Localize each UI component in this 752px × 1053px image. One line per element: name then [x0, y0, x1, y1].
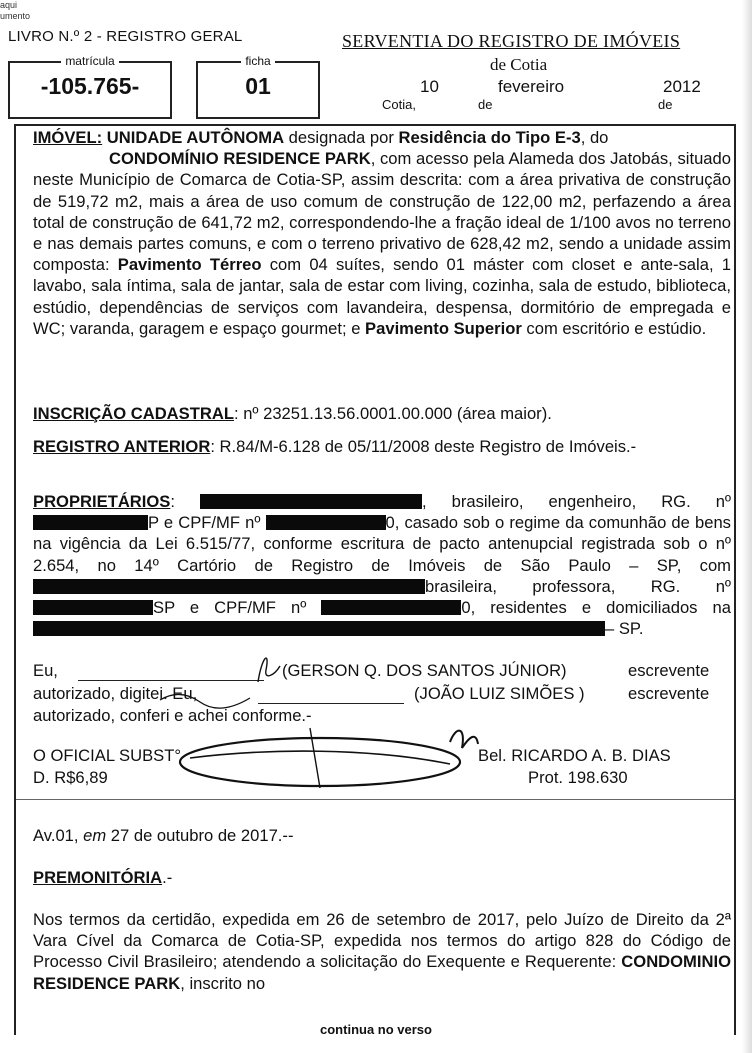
date-month: fevereiro: [498, 77, 565, 96]
premonitoria-paragraph: [33, 909, 731, 994]
final-text-2: , inscrito no: [180, 973, 266, 993]
imovel-pav-terreo: Pavimento Térreo: [117, 255, 262, 275]
imovel-text-5: com escritório e estúdio.: [521, 318, 707, 338]
imovel-text-3: , com acesso pela Alameda dos Jatobás, situado neste Município de Comarca de Cotia-SP, assim descrita: com a área privativa de construção de 519,72 m2, mais a área de uso comum de construção de 122,00 m2, perfazendo a área total de construção de 641,72 m2, correspondendo-lhe a fração ideal de 1/100 avos no terreno e nas demais partes comuns, e com o terreno privativo de 628,42 m2, sendo a unidade assim composta:: [33, 149, 731, 275]
premonitoria-heading: [33, 868, 172, 888]
escrevente-role-2: escrevente: [628, 684, 710, 703]
proprietarios-label: PROPRIETÁRIOS: [33, 492, 171, 511]
proprietarios-paragraph: PROPRIETÁRIOS: , brasileiro, engenheiro, RG. nº P e CPF/MF nº 0, casado sob o regime da comunhão de bens na vigência da Lei 6.515/77, conforme escritura de pacto antenupcial registrada sob o nº 2.654, no 14º Cartório de Registro de Imóveis de São Paulo – SP, com brasileira, professora, RG. nº SP e CPF/MF nº 0, residentes e domiciliados na – SP.: [33, 492, 731, 639]
matricula-label: matrícula: [61, 54, 118, 68]
final-text-1: Nos termos da certidão, expedida em 26 de setembro de 2017, pelo Juízo de Direito da 2ª Vara Cível da Comarca de Cotia-SP, expedida nos termos do artigo 828 do Código de Processo Civil Brasileiro; atendendo a solicitação do Exequente e Requerente:: [33, 910, 731, 972]
serventia-title: SERVENTIA DO REGISTRO DE IMÓVEIS: [342, 31, 681, 51]
livro-label: LIVRO N.º 2 - REGISTRO GERAL: [8, 28, 243, 45]
premonitoria-suffix: .-: [162, 868, 173, 887]
signature-line-1: [78, 680, 264, 681]
imovel-text-4: com 04 suítes, sendo 01 máster com closet e ante-sala, 1 lavabo, sala íntima, sala de jantar, sala de estar com living, cozinha, sala de estudo, biblioteca, estúdio, dependências de serviços com lavandeira, despensa, dormitório de empregada e WC; varanda, garagem e espaço gourmet; e: [33, 255, 731, 338]
final-condominio: CONDOMINIO RESIDENCE PARK: [33, 952, 731, 993]
edge-note-2: umento: [0, 11, 31, 21]
custas-value: D. R$6,89: [33, 768, 108, 787]
ficha-box: [196, 54, 320, 119]
page-edge-shadow: [742, 0, 752, 1053]
imovel-text-2: , do: [580, 128, 609, 147]
registro-anterior-paragraph: [33, 436, 731, 457]
escrevente-name-1: (GERSON Q. DOS SANTOS JÚNIOR): [282, 661, 567, 680]
ficha-value: 01: [245, 73, 271, 99]
redaction-name-1: [200, 494, 422, 509]
inscricao-label: INSCRIÇÃO CADASTRAL: [33, 404, 234, 423]
escrevente-line-2: autorizado, digitei. Eu,: [33, 684, 198, 703]
proprietarios-text-1: , brasileiro, engenheiro, RG. nº: [422, 492, 731, 511]
proprietarios-text-3: 0, casado sob o regime da comunhão de bens na vigência da Lei 6.515/77, conforme escritura de pacto antenupcial registrada sob o nº 2.654, no 14º Cartório de Registro de Imóveis de São Paulo – SP, com: [33, 513, 731, 575]
date-city-label: Cotia,: [382, 97, 416, 112]
continua-no-verso: continua no verso: [320, 1022, 432, 1037]
registro-anterior-text: : R.84/M-6.128 de 05/11/2008 deste Registro de Imóveis.-: [210, 437, 637, 456]
redaction-cpf-1: [266, 515, 386, 530]
edge-note-1: aqui: [0, 0, 18, 10]
averbacao-header: [33, 826, 293, 846]
redaction-cpf-2: [321, 600, 461, 615]
av01-date: 27 de outubro de 2017.--: [106, 826, 294, 845]
imovel-residencia: Residência do Tipo E-3: [398, 128, 581, 147]
av01-prefix: Av.01,: [33, 826, 84, 845]
oficial-name: Bel. RICARDO A. B. DIAS: [478, 746, 671, 765]
imovel-paragraph: [33, 127, 731, 339]
escrevente-name-2: (JOÃO LUIZ SIMÕES ): [414, 684, 585, 703]
proprietarios-text-2: P e CPF/MF nº: [148, 513, 261, 533]
proprietarios-text-5: SP e CPF/MF nº: [153, 598, 307, 618]
imovel-label: IMÓVEL:: [33, 128, 103, 147]
imovel-unidade: UNIDADE AUTÔNOMA: [106, 128, 285, 147]
section-divider: [16, 799, 734, 800]
redaction-name-2: [33, 579, 425, 594]
proprietarios-text-4: brasileira, professora, RG. nº: [425, 576, 731, 596]
imovel-condominio: CONDOMÍNIO RESIDENCE PARK: [109, 149, 371, 169]
inscricao-paragraph: [33, 403, 731, 424]
imovel-pav-superior: Pavimento Superior: [365, 318, 522, 338]
registro-anterior-label: REGISTRO ANTERIOR: [33, 437, 211, 456]
matricula-box: [8, 54, 172, 119]
matricula-value: -105.765-: [40, 73, 140, 99]
signature-line-2: [258, 703, 404, 704]
redaction-rg-1: [33, 515, 148, 530]
escrevente-line-3: autorizado, conferi e achei conforme.-: [33, 706, 312, 725]
redaction-rg-2: [33, 600, 153, 615]
date-year: 2012: [663, 77, 701, 96]
eu-label-1: Eu,: [33, 661, 58, 680]
serventia-city: de Cotia: [490, 55, 548, 74]
date-de-2: de: [658, 97, 673, 112]
premonitoria-label: PREMONITÓRIA: [33, 868, 163, 887]
imovel-text-1: designada por: [284, 128, 399, 147]
av01-em: em: [83, 826, 107, 845]
oficial-label: O OFICIAL SUBST°: [33, 746, 182, 765]
redaction-address: [33, 621, 605, 636]
escrevente-role-1: escrevente: [628, 661, 710, 680]
inscricao-text: : nº 23251.13.56.0001.00.000 (área maior).: [233, 404, 552, 423]
ficha-label: ficha: [241, 54, 274, 68]
date-de-1: de: [478, 97, 493, 112]
proprietarios-text-6: 0, residentes e domiciliados na: [461, 598, 731, 618]
protocolo-value: Prot. 198.630: [528, 768, 628, 787]
proprietarios-text-7: – SP.: [605, 619, 644, 639]
date-day: 10: [420, 77, 439, 96]
